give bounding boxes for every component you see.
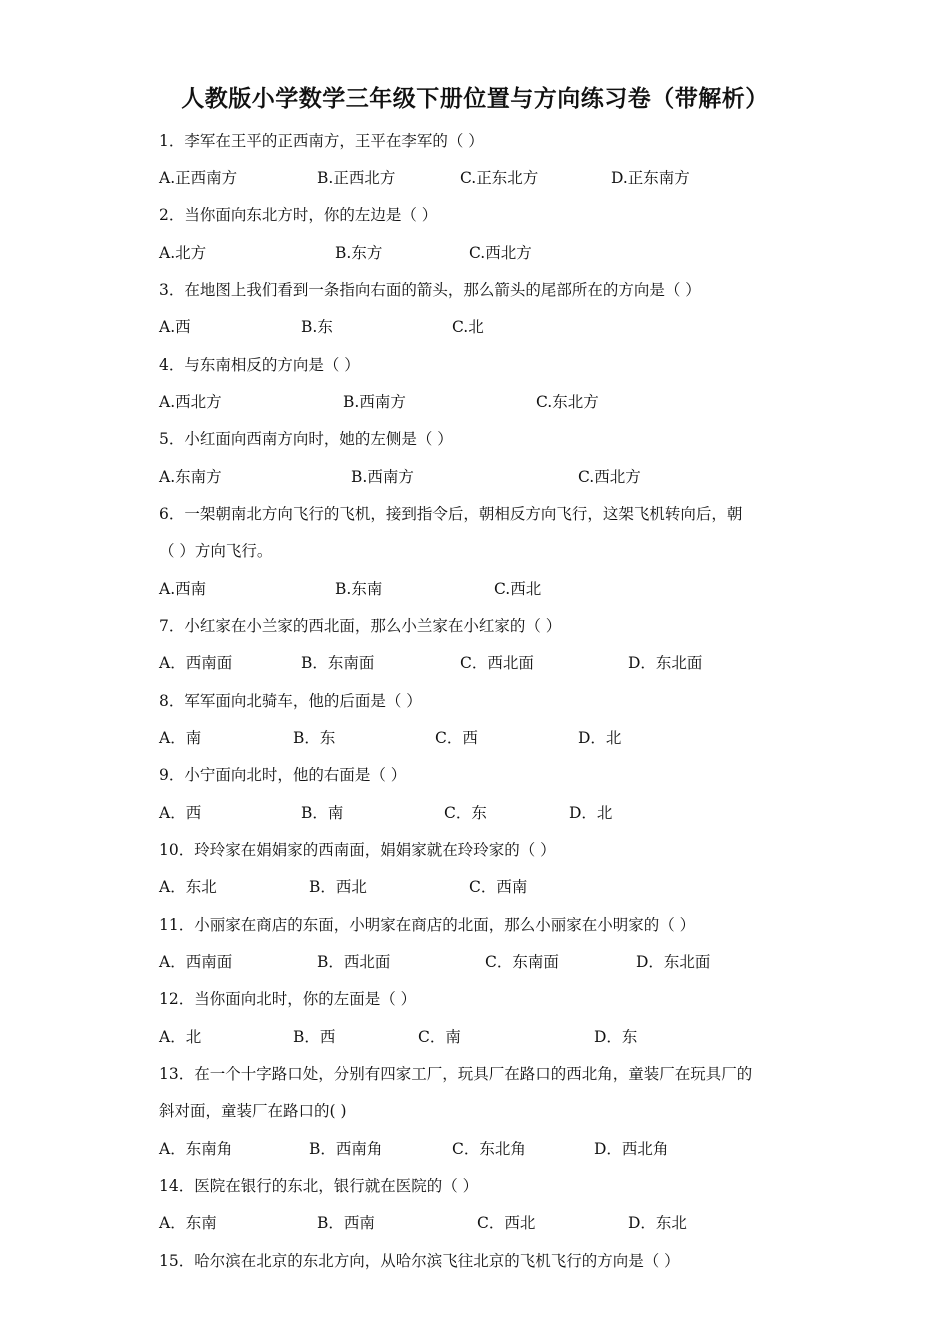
question-6-text: （ ）方向飞行。 [159, 542, 273, 560]
question-9-option-b: B．南 [301, 804, 344, 822]
question-8-text: 8．军军面向北骑车，他的后面是（ ） [159, 692, 422, 710]
question-3-option-c: C.北 [452, 318, 484, 336]
question-4-option-a: A.西北方 [159, 393, 222, 411]
question-11-option-c: C．东南面 [485, 953, 559, 971]
question-8-option-b: B．东 [293, 729, 336, 747]
question-12-options [159, 1027, 859, 1047]
question-13-option-a: A．东南角 [159, 1140, 233, 1158]
question-3-option-a: A.西 [159, 318, 191, 336]
question-14-option-a: A．东南 [159, 1214, 217, 1232]
question-5-option-a: A.东南方 [159, 468, 222, 486]
question-11-option-b: B．西北面 [317, 953, 391, 971]
question-13-options [159, 1139, 859, 1159]
question-13-text: 13．在一个十字路口处，分别有四家工厂，玩具厂在路口的西北角，童装厂在玩具厂的 [159, 1065, 753, 1083]
question-9-option-a: A．西 [159, 804, 202, 822]
question-2-option-b: B.东方 [335, 244, 383, 262]
question-2-options [159, 243, 859, 263]
question-10-text: 10．玲玲家在娟娟家的西南面，娟娟家就在玲玲家的（ ） [159, 841, 556, 859]
question-4-option-b: B.西南方 [343, 393, 406, 411]
question-8-options [159, 728, 859, 748]
question-7-option-d: D．东北面 [628, 654, 703, 672]
question-12-option-c: C．南 [418, 1028, 461, 1046]
question-13-option-d: D．西北角 [594, 1140, 669, 1158]
question-5-text: 5．小红面向西南方向时，她的左侧是（ ） [159, 430, 453, 448]
question-8-option-a: A．南 [159, 729, 202, 747]
question-13-option-b: B．西南角 [309, 1140, 383, 1158]
question-10-option-c: C．西南 [469, 878, 528, 896]
question-12-option-d: D．东 [594, 1028, 638, 1046]
question-10-option-a: A．东北 [159, 878, 217, 896]
question-6-options [159, 579, 859, 599]
question-9-text: 9．小宁面向北时，他的右面是（ ） [159, 766, 407, 784]
question-13-option-c: C．东北角 [452, 1140, 526, 1158]
question-4-text: 4．与东南相反的方向是（ ） [159, 356, 360, 374]
question-8-option-c: C．西 [435, 729, 478, 747]
question-7-text: 7．小红家在小兰家的西北面，那么小兰家在小红家的（ ） [159, 617, 562, 635]
question-12-option-b: B．西 [293, 1028, 336, 1046]
question-3-text: 3．在地图上我们看到一条指向右面的箭头，那么箭头的尾部所在的方向是（ ） [159, 281, 701, 299]
question-1-option-a: A.正西南方 [159, 169, 238, 187]
question-5-options [159, 467, 859, 487]
question-11-options [159, 952, 859, 972]
question-9-option-c: C．东 [444, 804, 487, 822]
question-2-option-a: A.北方 [159, 244, 207, 262]
question-2-text: 2．当你面向东北方时，你的左边是（ ） [159, 206, 438, 224]
question-8-option-d: D．北 [578, 729, 622, 747]
question-11-option-a: A．西南面 [159, 953, 233, 971]
question-1-option-b: B.正西北方 [317, 169, 396, 187]
question-4-option-c: C.东北方 [536, 393, 599, 411]
question-14-text: 14．医院在银行的东北，银行就在医院的（ ） [159, 1177, 479, 1195]
question-2-option-c: C.西北方 [469, 244, 532, 262]
question-14-option-b: B．西南 [317, 1214, 375, 1232]
question-14-option-d: D．东北 [628, 1214, 687, 1232]
question-3-options [159, 317, 859, 337]
question-6-text: 6．一架朝南北方向飞行的飞机，接到指令后，朝相反方向飞行，这架飞机转向后，朝 [159, 505, 743, 523]
question-14-option-c: C．西北 [477, 1214, 536, 1232]
question-1-options [159, 168, 859, 188]
question-10-option-b: B．西北 [309, 878, 367, 896]
question-6-option-a: A.西南 [159, 580, 207, 598]
question-1-text: 1．李军在王平的正西南方，王平在李军的（ ） [159, 132, 484, 150]
question-7-option-b: B．东南面 [301, 654, 375, 672]
question-1-option-c: C.正东北方 [460, 169, 539, 187]
question-5-option-c: C.西北方 [578, 468, 641, 486]
question-3-option-b: B.东 [301, 318, 333, 336]
question-5-option-b: B.西南方 [351, 468, 414, 486]
question-15-text: 15．哈尔滨在北京的东北方向，从哈尔滨飞往北京的飞机飞行的方向是（ ） [159, 1252, 680, 1270]
question-10-options [159, 877, 859, 897]
question-1-option-d: D.正东南方 [611, 169, 690, 187]
page-title: 人教版小学数学三年级下册位置与方向练习卷（带解析） [181, 86, 769, 112]
question-6-option-c: C.西北 [494, 580, 542, 598]
question-12-text: 12．当你面向北时，你的左面是（ ） [159, 990, 417, 1008]
question-7-options [159, 653, 859, 673]
question-4-options [159, 392, 859, 412]
question-9-option-d: D．北 [569, 804, 613, 822]
question-7-option-a: A．西南面 [159, 654, 233, 672]
question-13-text: 斜对面，童装厂在路口的( ) [159, 1102, 347, 1120]
question-14-options [159, 1213, 859, 1233]
question-6-option-b: B.东南 [335, 580, 383, 598]
question-11-text: 11．小丽家在商店的东面，小明家在商店的北面，那么小丽家在小明家的（ ） [159, 916, 696, 934]
question-9-options [159, 803, 859, 823]
question-7-option-c: C．西北面 [460, 654, 534, 672]
question-12-option-a: A．北 [159, 1028, 202, 1046]
question-11-option-d: D．东北面 [636, 953, 711, 971]
